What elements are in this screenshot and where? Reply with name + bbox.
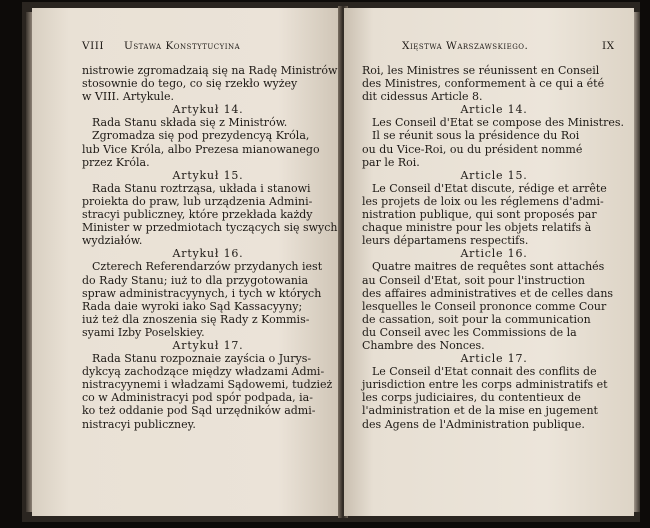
article-heading: Artykuł 15.: [172, 168, 244, 182]
text-line: Il se réunit sous la présidence du Roi: [372, 129, 580, 143]
text-line: Le Conseil d'Etat discute, rédige et arrête: [372, 181, 607, 195]
text-line: Rada daie wyroki iako Sąd Kassacyyny;: [82, 299, 303, 313]
left-page: [32, 8, 340, 516]
text-line: nistration publique, qui sont proposés par: [362, 208, 597, 222]
article-heading: Article 17.: [460, 352, 528, 366]
text-line: spraw administracyynych, i tych w których: [82, 286, 322, 300]
text-line: Chambre des Nonces.: [362, 338, 485, 352]
text-line: w VIII. Artykule.: [82, 90, 174, 104]
right-running-head: Xięstwa Warszawskiego.: [402, 40, 529, 52]
text-line: dykcyą zachodzące między władzami Admi-: [82, 365, 325, 379]
left-page-number: VIII: [82, 40, 105, 52]
text-line: stracyi publiczney, które przekłada każdy: [82, 208, 313, 222]
text-line: Rada Stanu rozpoznaie zayścia o Jurys-: [92, 352, 312, 366]
text-line: Le Conseil d'Etat connait des conflits de: [372, 365, 597, 379]
text-line: du Conseil avec les Commissions de la: [362, 325, 577, 339]
text-line: lub Vice Króla, albo Prezesa mianowanego: [82, 142, 320, 156]
left-page-text: [82, 64, 338, 431]
text-line: proiekta do praw, lub urządzenia Admini-: [82, 194, 313, 208]
right-page: [344, 8, 634, 516]
text-line: Roi, les Ministres se réunissent en Conseil: [362, 64, 600, 77]
text-line: Minister w przedmiotach tyczących się swych: [82, 221, 338, 235]
text-line: des Agens de l'Administration publique.: [362, 417, 585, 431]
text-line: de cassation, soit pour la communication: [362, 312, 591, 326]
text-line: les corps judiciaires, du contentieux de: [362, 391, 581, 405]
article-heading: Artykuł 16.: [172, 247, 244, 261]
text-line: do Rady Stanu; iuż to dla przygotowania: [82, 273, 309, 287]
text-line: Czterech Referendarzów przydanych iest: [92, 260, 323, 274]
text-line: Quatre maitres de requêtes sont attachés: [372, 260, 605, 274]
text-line: iuż też dla znoszenia się Rady z Kommis-: [82, 312, 310, 326]
text-line: Les Conseil d'Etat se compose des Ministres.: [372, 116, 624, 130]
text-line: l'administration et de la mise en jugement: [362, 404, 598, 418]
text-line: ou du Vice-Roi, ou du président nommé: [362, 142, 583, 156]
text-line: des affaires administratives et de celles dans: [362, 286, 614, 300]
text-line: chaque ministre pour les objets relatifs à: [362, 221, 592, 235]
right-page-number: IX: [602, 40, 615, 52]
text-line: stosownie do tego, co się rzekło wyżey: [82, 77, 298, 91]
right-page-text: [362, 64, 626, 431]
text-line: Rada Stanu składa się z Ministrów.: [92, 116, 288, 130]
text-line: lesquelles le Conseil prononce comme Cour: [362, 299, 607, 313]
text-line: nistrowie zgromadzaią się na Radę Ministrów: [82, 64, 338, 77]
text-line: wydziałów.: [82, 234, 143, 248]
text-line: les projets de loix ou les réglemens d'admi-: [362, 194, 604, 208]
text-line: nistracyynemi i władzami Sądowemi, tudzież: [82, 378, 333, 392]
text-line: syami Izby Poselskiey.: [82, 325, 205, 339]
text-line: Zgromadza się pod prezydencyą Króla,: [92, 129, 310, 143]
left-running-head: Ustawa Konstytucyina: [124, 40, 241, 52]
open-book: [22, 2, 640, 522]
text-line: des Ministres, conformement à ce qui a été: [362, 77, 605, 91]
text-line: jurisdiction entre les corps administratifs et: [362, 378, 608, 392]
article-heading: Article 16.: [460, 247, 528, 261]
book-right-edge: [634, 12, 640, 512]
text-line: Rada Stanu roztrząsa, układa i stanowi: [92, 181, 311, 195]
text-line: nistracyi publiczney.: [82, 417, 196, 431]
article-heading: Artykuł 14.: [172, 103, 244, 117]
article-heading: Artykuł 17.: [172, 338, 244, 352]
text-line: dit cidessus Article 8.: [362, 90, 483, 104]
text-line: co w Administracyi pod spór podpada, ia-: [82, 391, 313, 405]
text-line: leurs départamens respectifs.: [362, 234, 529, 248]
text-line: par le Roi.: [362, 155, 420, 169]
text-line: au Conseil d'Etat, soit pour l'instruction: [362, 273, 586, 287]
text-line: przez Króla.: [82, 155, 150, 169]
article-heading: Article 15.: [460, 168, 528, 182]
article-heading: Article 14.: [460, 103, 528, 117]
text-line: ko też oddanie pod Sąd urzędników admi-: [82, 404, 316, 418]
